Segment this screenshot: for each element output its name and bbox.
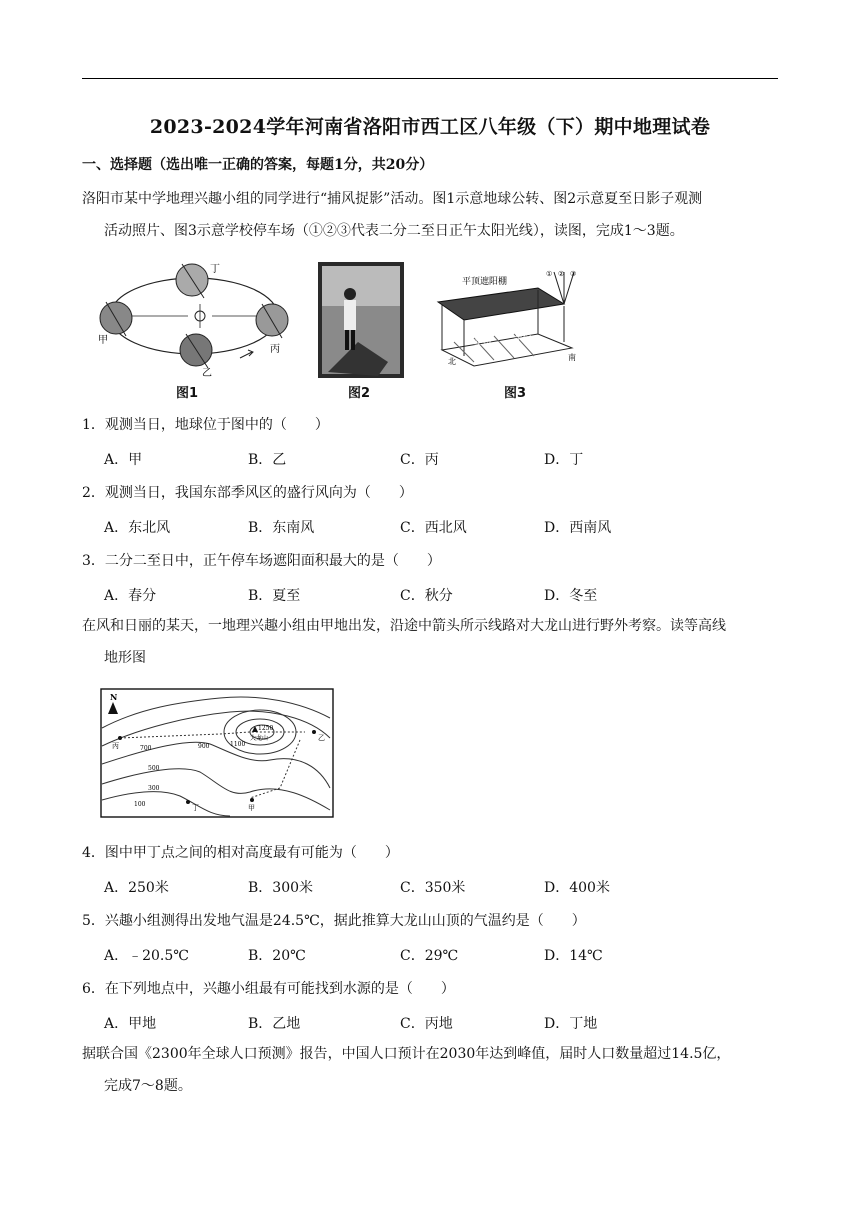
question-1: 1．观测当日，地球位于图中的（ ） xyxy=(82,417,329,433)
question-6: 6．在下列地点中，兴趣小组最有可能找到水源的是（ ） xyxy=(82,981,455,997)
map-label-yi: 乙 xyxy=(318,734,325,742)
question-3: 3．二分二至日中，正午停车场遮阳面积最大的是（ ） xyxy=(82,553,441,569)
q4-option-c: C．350米 xyxy=(400,880,466,896)
intro-3-line-1: 据联合国《2300年全球人口预测》报告，中国人口预计在2030年达到峰值，届时人口数量超过14.5亿， xyxy=(82,1046,731,1062)
page-title: 2023-2024学年河南省洛阳市西工区八年级（下）期中地理试卷 xyxy=(149,116,711,138)
q3-option-a: A．春分 xyxy=(104,588,157,604)
svg-text:丁: 丁 xyxy=(210,264,220,275)
figure-2-caption: 图2 xyxy=(348,386,371,401)
svg-text:乙: 乙 xyxy=(202,368,212,379)
map-label-dalongshan: 大龙山 xyxy=(250,735,269,742)
fig3-label-3: 北 xyxy=(448,357,456,366)
q5-option-c: C．29℃ xyxy=(400,948,459,964)
intro-1-line-1: 洛阳市某中学地理兴趣小组的同学进行“捕风捉影”活动。图1示意地球公转、图2示意夏至日影子观测 xyxy=(82,191,703,207)
q5-option-a: A．﹣20.5℃ xyxy=(104,948,189,964)
intro-paragraph-2 xyxy=(82,610,778,674)
q1-option-b: B．乙 xyxy=(248,452,287,468)
q5-option-b: B．20℃ xyxy=(248,948,306,964)
q2-option-a: A．东北风 xyxy=(104,520,171,536)
q1-option-a: A．甲 xyxy=(104,452,143,468)
q2-option-b: B．东南风 xyxy=(248,520,315,536)
q4-option-d: D．400米 xyxy=(544,880,610,896)
intro-paragraph-1 xyxy=(82,183,778,247)
q6-option-d: D．丁地 xyxy=(544,1016,598,1032)
figure-2-photo xyxy=(318,262,404,378)
earth-ding xyxy=(176,264,208,298)
fig3-label-1: 车位 xyxy=(474,339,493,349)
fig3-label-4: 南 xyxy=(568,353,576,362)
intro-1-line-2: 活动照片、图3示意学校停车场（①②③代表二分二至日正午太阳光线），读图，完成1～3题。 xyxy=(104,223,684,239)
figure-3-caption: 图3 xyxy=(504,386,527,401)
q2-option-d: D．西南风 xyxy=(544,520,612,536)
q4-option-b: B．300米 xyxy=(248,880,314,896)
section-heading: 一、选择题（选出唯一正确的答案，每题1分，共20分） xyxy=(82,157,434,173)
map-label-1250: 1250 xyxy=(258,725,274,732)
q2-option-c: C．西北风 xyxy=(400,520,467,536)
fig3-label-0: 平顶遮阳棚 xyxy=(462,277,508,287)
map-label-jia: 甲 xyxy=(248,804,255,812)
figure-1-caption: 图1 xyxy=(176,386,199,401)
q5-option-d: D．14℃ xyxy=(544,948,603,964)
fig3-label-2: 车位 xyxy=(514,333,533,343)
q6-option-b: B．乙地 xyxy=(248,1016,301,1032)
map-label-100: 100 xyxy=(134,801,146,808)
map-label-bing: 丙 xyxy=(112,742,119,750)
earth-bing xyxy=(256,304,288,338)
earth-jia xyxy=(100,302,132,336)
intro-paragraph-3 xyxy=(82,1038,778,1102)
header-rule xyxy=(82,78,778,79)
q4-option-a: A．250米 xyxy=(104,880,169,896)
q3-option-c: C．秋分 xyxy=(400,588,453,604)
map-label-1100: 1100 xyxy=(230,741,246,748)
q3-option-d: D．冬至 xyxy=(544,588,598,604)
figure-1-earth-orbit xyxy=(92,258,302,380)
question-2: 2．观测当日，我国东部季风区的盛行风向为（ ） xyxy=(82,485,413,501)
figure-3-parking-shade xyxy=(434,268,582,368)
map-label-900: 900 xyxy=(198,743,210,750)
intro-3-line-2: 完成7～8题。 xyxy=(104,1078,192,1094)
map-label-500: 500 xyxy=(148,765,160,772)
intro-2-line-1: 在风和日丽的某天，一地理兴趣小组由甲地出发，沿途中箭头所示线路对大龙山进行野外考察。读等高线 xyxy=(82,618,726,634)
q6-option-a: A．甲地 xyxy=(104,1016,157,1032)
q6-option-c: C．丙地 xyxy=(400,1016,453,1032)
earth-yi xyxy=(180,334,212,368)
svg-text:丙: 丙 xyxy=(270,344,280,355)
fig3-label-6: ② xyxy=(558,270,565,278)
svg-text:甲: 甲 xyxy=(98,335,108,346)
map-label-ding: 丁 xyxy=(192,804,199,812)
north-label: N xyxy=(110,692,118,702)
map-label-300: 300 xyxy=(148,785,160,792)
q3-option-b: B．夏至 xyxy=(248,588,301,604)
question-4: 4．图中甲丁点之间的相对高度最有可能为（ ） xyxy=(82,845,399,861)
q1-option-c: C．丙 xyxy=(400,452,439,468)
intro-2-line-2: 地形图 xyxy=(104,650,146,666)
map-label-700: 700 xyxy=(140,745,152,752)
contour-map xyxy=(100,688,336,820)
fig3-label-5: ① xyxy=(546,270,553,278)
question-5: 5．兴趣小组测得出发地气温是24.5℃，据此推算大龙山山顶的气温约是（ ） xyxy=(82,913,586,929)
q1-option-d: D．丁 xyxy=(544,452,584,468)
fig3-label-7: ③ xyxy=(570,270,577,278)
